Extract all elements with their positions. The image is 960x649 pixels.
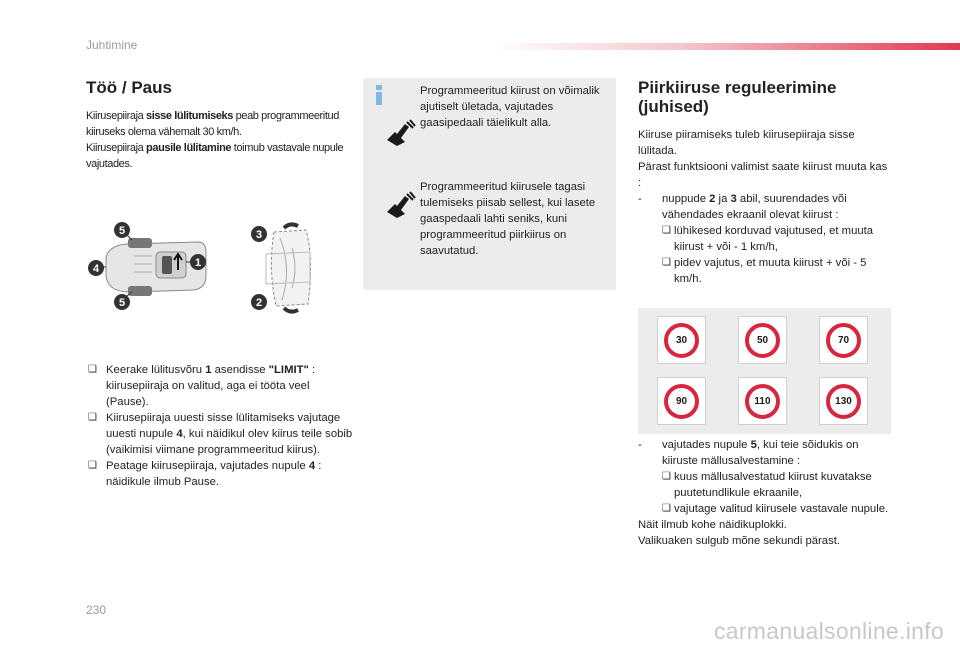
callout-4: [88, 260, 104, 276]
speed-sign-110[interactable]: 110: [738, 377, 787, 425]
info-text-return: Programmeeritud kiirusele tagasi tulemiseks piisab sellest, kui lasete gaaspedaali lahti seniks, kuni programmeeritud piirkiirus on saavutatud.: [420, 181, 596, 257]
cruise-stalk-diagram: [86, 218, 214, 314]
callout-5-bottom: [114, 294, 130, 310]
svg-text:2: 2: [255, 297, 263, 309]
list-item: ❏ pidev vajutus, et muuta kiirust + või - 5 km/h.: [662, 257, 867, 285]
svg-text:1: 1: [194, 257, 202, 269]
adjust-intro: Kiiruse piiramiseks tuleb kiirusepiiraja sisse lülitada.: [638, 129, 855, 157]
svg-text:4: 4: [92, 263, 100, 275]
watermark: carmanualsonline.info: [713, 618, 944, 644]
list-item: - vajutades nupule 5, kui teie sõidukis on kiiruste mällusalvestamine : ❏ kuus mällusalvestatud kiirust kuvatakse puutetundlikule ekraanile, ❏ vajutage valitud kiirusele vastavale nupule.: [638, 439, 889, 515]
list-item: ❏ vajutage valitud kiirusele vastavale nupule.: [662, 503, 889, 515]
speed-sign-30[interactable]: 30: [657, 316, 706, 364]
bullet-icon: ❏: [88, 364, 97, 375]
section-heading-adjust: Piirkiiruse reguleerimine (juhised): [638, 78, 837, 116]
list-item: ❏ Kiirusepiiraja uuesti sisse lülitamiseks vajutage uuesti nupule 4, kui näidikul olev kiirus teile sobib (vaikimisi viimane programmeeritud kiirus).: [88, 412, 353, 456]
bullet-icon: ❏: [662, 503, 671, 514]
svg-text:3: 3: [255, 229, 263, 241]
adjust-options-lead: Pärast funktsiooni valimist saate kiirust muuta kas :: [638, 161, 888, 189]
list-item: - nuppude 2 ja 3 abil, suurendades või vähendades ekraanil olevat kiirust : ❏ lühikesed korduvad vajutused, et muuta kiirust + või - 1 km/h, ❏ pidev vajutus, et muuta kiirust + või - 5 km/h.: [638, 191, 890, 287]
speed-sign-90[interactable]: 90: [657, 377, 706, 425]
bullet-icon: ❏: [662, 257, 671, 268]
bullet-icon: ❏: [662, 471, 671, 482]
bullet-icon: ❏: [88, 412, 97, 423]
bullet-icon: ❏: [88, 460, 97, 471]
info-icon: [371, 84, 387, 106]
pause-steps-list: [88, 362, 353, 490]
intro-text: Kiirusepiiraja sisse lülitumiseks peab programmeeritud kiiruseks olema vähemalt 30 km/h. Kiirusepiiraja pausile lülitamine toimub vastavale nupule vajutades.: [86, 110, 344, 170]
memory-instructions: [638, 437, 890, 549]
svg-text:5: 5: [118, 297, 126, 309]
pedal-release-icon: [383, 190, 417, 220]
section-heading-pause: Töö / Paus: [86, 78, 172, 97]
header-accent-bar: [490, 43, 960, 50]
pedal-foot-icon: [383, 118, 417, 148]
callout-5-top: [114, 222, 130, 238]
callout-2: [251, 294, 267, 310]
speed-sign-70[interactable]: 70: [819, 316, 868, 364]
callout-3: [251, 226, 267, 242]
section-title: Juhtimine: [86, 38, 138, 52]
page-number: 230: [86, 603, 107, 617]
thumbwheel-diagram: [248, 218, 328, 318]
window-close-note: Valikuaken sulgub mõne sekundi pärast.: [638, 535, 841, 547]
speed-sign-50[interactable]: 50: [738, 316, 787, 364]
speed-sign-panel: [638, 308, 891, 434]
svg-text:5: 5: [118, 225, 126, 237]
info-box: [363, 78, 616, 290]
list-item: ❏ lühikesed korduvad vajutused, et muuta kiirust + või - 1 km/h,: [662, 225, 874, 253]
info-text-override: Programmeeritud kiirust on võimalik ajutiselt ületada, vajutades gaasipedaali täielikult alla.: [420, 85, 600, 129]
list-item: ❏ kuus mällusalvestatud kiirust kuvatakse puutetundlikule ekraanile,: [662, 471, 872, 499]
list-item: ❏ Keerake lülitusvõru 1 asendisse "LIMIT" : kiirusepiiraja on valitud, aga ei tööta veel (Pause).: [88, 364, 316, 408]
adjust-instructions: [638, 127, 890, 287]
list-item: ❏ Peatage kiirusepiiraja, vajutades nupule 4 : näidikule ilmub Pause.: [88, 460, 322, 488]
speed-sign-130[interactable]: 130: [819, 377, 868, 425]
bullet-icon: ❏: [662, 225, 671, 236]
callout-1: [190, 254, 206, 270]
display-note: Näit ilmub kohe näidikuplokki.: [638, 519, 787, 531]
